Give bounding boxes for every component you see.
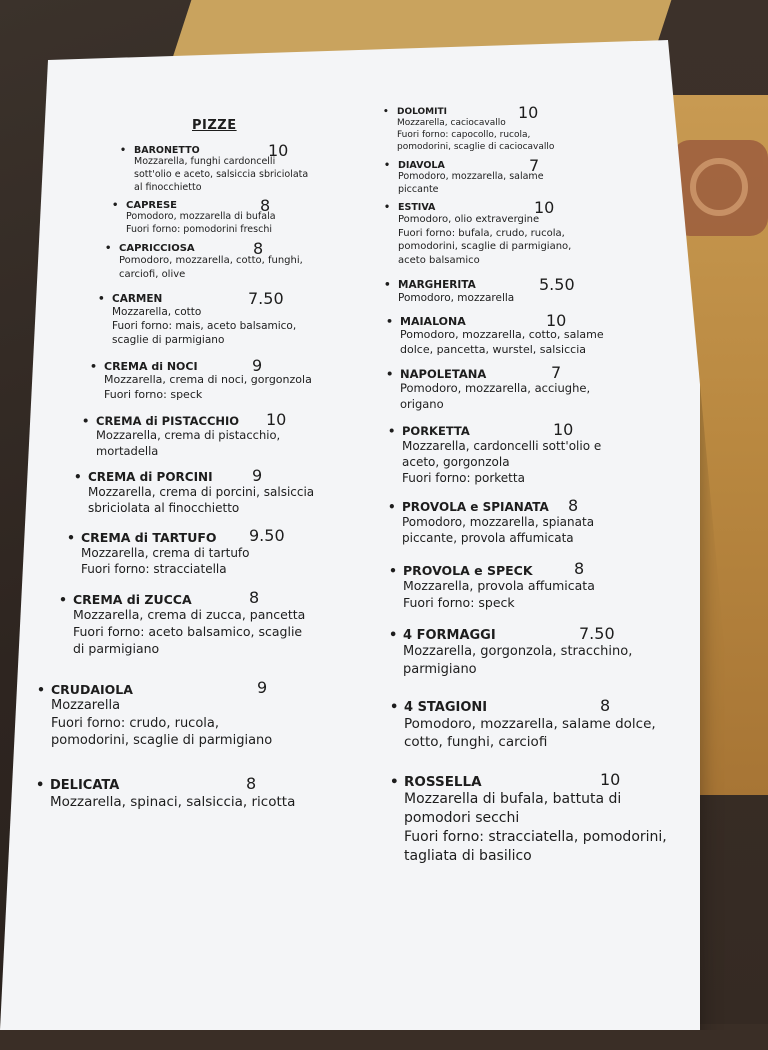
pizza-name: CAPRICCIOSA	[119, 243, 195, 254]
pizza-name: MAIALONA	[400, 315, 466, 328]
pizza-name: DELICATA	[50, 778, 120, 793]
bullet-icon: •	[59, 592, 67, 607]
pizza-name: NAPOLETANA	[400, 367, 487, 381]
pizza-price: 10	[268, 141, 289, 160]
pizza-price: 10	[600, 770, 621, 789]
pizza-name: PROVOLA e SPIANATA	[402, 500, 549, 514]
pizza-price: 8	[600, 696, 611, 715]
pizza-description: piccante	[398, 183, 439, 195]
menu-item	[390, 770, 667, 866]
pizza-description: Mozzarella, funghi cardoncelli	[134, 156, 276, 167]
pizza-description: scaglie di parmigiano	[112, 334, 225, 347]
pizza-description: Mozzarella, crema di tartufo	[81, 546, 250, 560]
menu-item	[386, 311, 604, 358]
menu-item	[36, 774, 296, 811]
pizza-description: Fuori forno: bufala, crudo, rucola,	[398, 227, 565, 239]
pizza-name: DIAVOLA	[398, 160, 445, 171]
menu-item	[386, 363, 591, 412]
pizza-name: MARGHERITA	[398, 279, 476, 291]
pizza-description: Mozzarella di bufala, battuta di	[404, 791, 622, 807]
pizza-description: Mozzarella, crema di zucca, pancetta	[73, 607, 306, 622]
pizza-price: 8	[260, 196, 271, 215]
bullet-icon: •	[386, 367, 394, 381]
pizza-name: CREMA di ZUCCA	[73, 592, 192, 607]
pizza-description: Pomodoro, mozzarella di bufala	[126, 211, 276, 222]
pizza-description: Pomodoro, mozzarella, cotto, salame	[400, 328, 604, 341]
menu-item	[105, 239, 303, 281]
menu-item	[74, 466, 315, 516]
pizza-description: al finocchietto	[134, 181, 202, 193]
pizza-description: Pomodoro, mozzarella, salame	[398, 171, 544, 182]
pizza-price: 9	[257, 678, 268, 697]
pizza-description: Fuori forno: stracciatella	[81, 562, 227, 577]
pizza-price: 10	[546, 311, 567, 330]
pizza-description: Pomodoro, mozzarella, spianata	[402, 515, 595, 529]
pizza-price: 10	[518, 103, 539, 122]
pizza-name: CREMA di NOCI	[104, 360, 198, 373]
pizza-name: ROSSELLA	[404, 774, 482, 790]
pizza-name: CRUDAIOLA	[51, 682, 133, 697]
menu-item	[120, 141, 309, 194]
bullet-icon: •	[388, 500, 396, 514]
pizza-price: 9.50	[249, 526, 285, 545]
page-title: PIZZE	[192, 118, 237, 133]
pizza-description: aceto, gorgonzola	[402, 455, 510, 470]
menu-item	[384, 198, 572, 267]
pizza-price: 7	[529, 156, 540, 175]
menu-item	[37, 678, 273, 750]
pizza-description: Fuori forno: mais, aceto balsamico,	[112, 320, 297, 333]
menu-item	[98, 289, 297, 348]
menu-item	[112, 196, 276, 237]
bullet-icon: •	[384, 202, 391, 213]
pizza-name: PORKETTA	[402, 424, 470, 438]
pizza-description: Fuori forno: porketta	[402, 471, 525, 486]
bullet-icon: •	[105, 243, 112, 254]
bullet-icon: •	[389, 628, 398, 643]
bullet-icon: •	[82, 414, 90, 428]
pizza-name: PROVOLA e SPECK	[403, 563, 533, 578]
pizza-description: Mozzarella, crema di noci, gorgonzola	[104, 373, 312, 386]
pizza-description: Mozzarella, crema di pistacchio,	[96, 428, 281, 442]
menu-item	[390, 696, 656, 751]
bullet-icon: •	[74, 470, 82, 484]
pizza-price: 9	[252, 466, 263, 485]
menu-item	[388, 496, 595, 546]
pizza-description: Mozzarella, caciocavallo	[397, 118, 506, 128]
pizza-description: parmigiano	[403, 661, 477, 677]
menu-item	[384, 275, 575, 305]
bullet-icon: •	[389, 563, 397, 578]
pizza-description: di parmigiano	[73, 640, 160, 656]
pizza-description: Mozzarella	[51, 698, 121, 713]
pizza-description: Fuori forno: speck	[104, 387, 203, 401]
pizza-price: 8	[574, 559, 585, 578]
pizza-name: CREMA di PISTACCHIO	[96, 414, 240, 428]
bullet-icon: •	[386, 315, 394, 328]
pizza-description: Mozzarella, gorgonzola, stracchino,	[403, 644, 633, 659]
menu-item	[82, 410, 287, 459]
bullet-icon: •	[390, 774, 399, 790]
pizza-price: 5.50	[539, 275, 575, 294]
pizza-price: 10	[534, 198, 555, 217]
pizza-description: mortadella	[96, 443, 159, 458]
pizza-name: CREMA di PORCINI	[88, 470, 213, 484]
pizza-name: CREMA di TARTUFO	[81, 530, 217, 545]
pizza-price: 9	[252, 356, 263, 375]
pizza-price: 8	[249, 588, 260, 607]
pizza-description: Fuori forno: speck	[403, 594, 515, 610]
bullet-icon: •	[112, 200, 119, 211]
pizza-description: dolce, pancetta, wurstel, salsiccia	[400, 342, 587, 356]
pizza-description: Mozzarella, spinaci, salsiccia, ricotta	[50, 794, 296, 810]
pizza-description: sott'olio e aceto, salsiccia sbriciolata	[134, 168, 309, 180]
pizza-price: 7.50	[248, 289, 284, 308]
pizza-description: Fuori forno: pomodorini freschi	[126, 223, 272, 235]
pizza-description: Fuori forno: aceto balsamico, scaglie	[73, 623, 303, 639]
pizza-name: ESTIVA	[398, 202, 436, 213]
bullet-icon: •	[120, 145, 127, 156]
pizza-description: sbriciolata al finocchietto	[88, 501, 240, 516]
bullet-icon: •	[388, 424, 396, 438]
pizza-description: Fuori forno: capocollo, rucola,	[397, 130, 531, 141]
pizza-description: Mozzarella, cardoncelli sott'olio e	[402, 439, 602, 453]
pizza-description: Pomodoro, mozzarella, cotto, funghi,	[119, 255, 303, 266]
menu-item	[67, 526, 285, 577]
menu-item	[90, 356, 312, 403]
pizza-name: 4 STAGIONI	[404, 700, 488, 715]
pizza-name: CAPRESE	[126, 200, 177, 211]
pizza-description: aceto balsamico	[398, 254, 480, 266]
pizza-description: pomodorini, scaglie di parmigiano,	[398, 241, 572, 252]
pizza-description: cotto, funghi, carciofi	[404, 734, 548, 751]
pizza-description: Fuori forno: stracciatella, pomodorini,	[404, 828, 667, 845]
pizza-name: 4 FORMAGGI	[403, 628, 496, 643]
menu-item	[389, 624, 633, 678]
pizza-description: origano	[400, 396, 444, 411]
pizza-description: Pomodoro, mozzarella, acciughe,	[400, 381, 591, 395]
bullet-icon: •	[390, 700, 399, 715]
pizza-price: 10	[266, 410, 287, 429]
pizza-description: Pomodoro, mozzarella	[398, 292, 515, 304]
menu-item	[389, 559, 595, 612]
menu-item	[388, 420, 602, 487]
pizza-price: 7.50	[579, 624, 615, 643]
pizza-price: 8	[253, 239, 264, 258]
bullet-icon: •	[384, 279, 391, 291]
menu-item	[59, 588, 306, 658]
pizza-description: pomodorini, scaglie di parmigiano	[51, 733, 273, 749]
menu-item	[384, 156, 544, 197]
menu-item	[383, 103, 555, 153]
pizza-description: piccante, provola affumicata	[402, 531, 574, 546]
bullet-icon: •	[36, 778, 45, 793]
pizza-description: carciofi, olive	[119, 268, 186, 280]
bullet-icon: •	[37, 682, 45, 697]
pizza-description: pomodorini, scaglie di caciocavallo	[397, 142, 555, 153]
pizza-description: Pomodoro, mozzarella, salame dolce,	[404, 716, 656, 732]
bullet-icon: •	[90, 360, 98, 373]
pizza-description: Mozzarella, cotto	[112, 306, 202, 318]
bullet-icon: •	[67, 530, 75, 545]
bullet-icon: •	[383, 107, 389, 117]
pizza-price: 7	[551, 363, 562, 382]
pizza-description: Mozzarella, crema di porcini, salsiccia	[88, 485, 315, 499]
pizza-description: pomodori secchi	[404, 809, 520, 826]
pizza-price: 8	[246, 774, 257, 793]
pizza-price: 8	[568, 496, 579, 515]
pizza-name: BARONETTO	[134, 145, 200, 156]
pizza-name: CARMEN	[112, 293, 163, 305]
pizza-description: Mozzarella, provola affumicata	[403, 578, 595, 593]
bullet-icon: •	[384, 160, 391, 171]
pizza-description: Pomodoro, olio extravergine	[398, 214, 540, 225]
bullet-icon: •	[98, 293, 105, 305]
pizza-description: tagliata di basilico	[404, 847, 532, 864]
pizza-name: DOLOMITI	[397, 107, 447, 117]
pizza-description: Fuori forno: crudo, rucola,	[51, 715, 219, 731]
pizza-price: 10	[553, 420, 574, 439]
